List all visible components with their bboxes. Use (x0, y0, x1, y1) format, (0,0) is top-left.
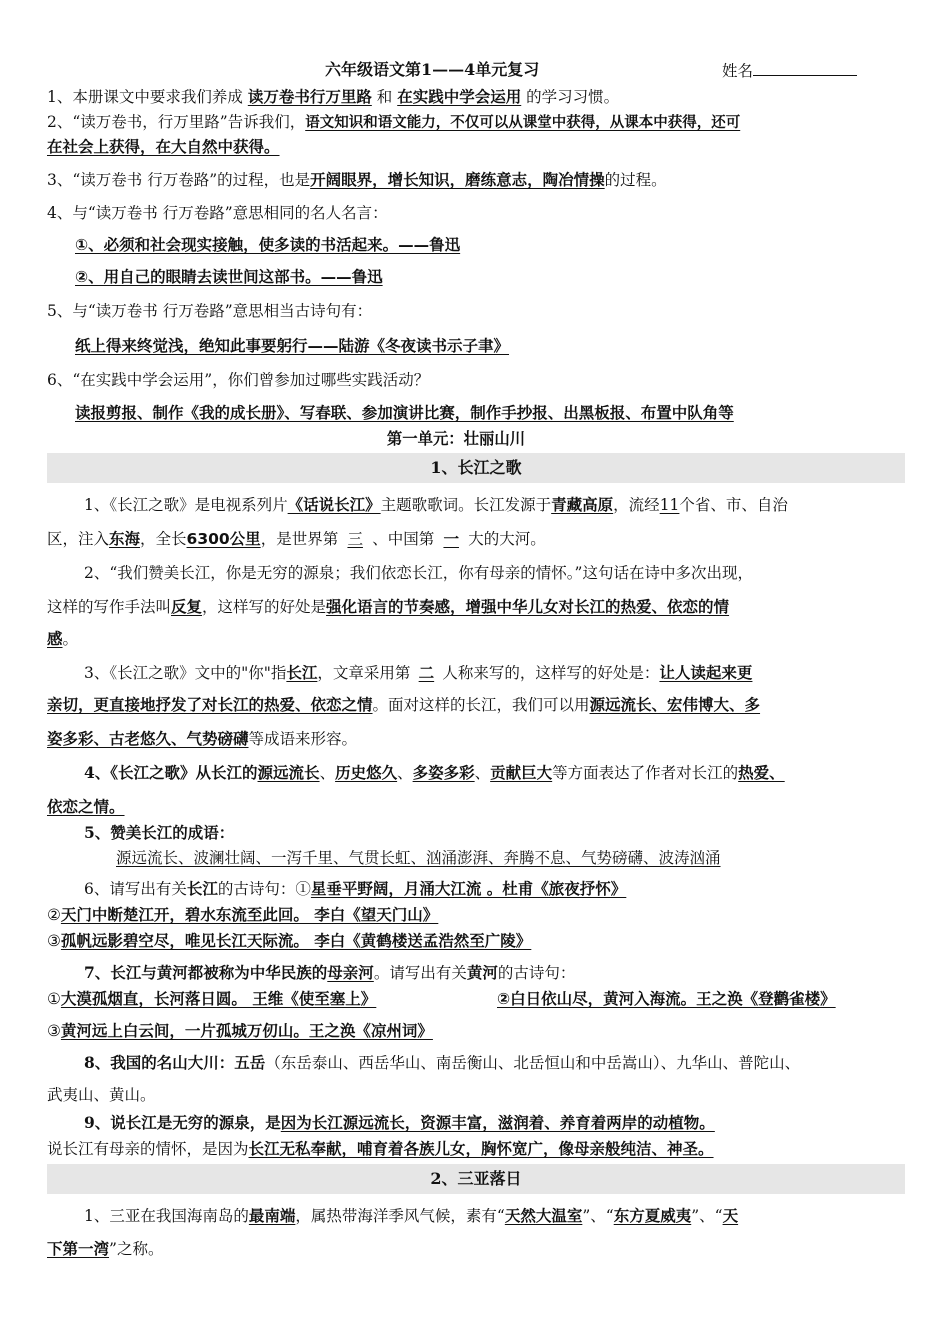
text-fragment: 6、请写出有关 (84, 880, 187, 898)
text-fragment: 贡献巨大 (490, 764, 553, 782)
lesson2-q1 (84, 1205, 738, 1227)
text-fragment: 说长江有母亲的情怀，是因为 (47, 1140, 249, 1158)
review-q4-answer-a: ①、必须和社会现实接触，使多读的书活起来。——鲁迅 (75, 236, 461, 254)
text-fragment: 9、说长江是无穷的源泉，是 (84, 1113, 281, 1132)
text-fragment: 历史悠久 (335, 764, 398, 782)
text-fragment: ③ (47, 1022, 61, 1040)
lesson1-q5: 5、赞美长江的成语： (84, 823, 235, 842)
text-fragment: 这样的写作手法叫 (47, 598, 172, 616)
text-fragment: 4、《长江之歌》从长江的 (84, 763, 258, 782)
text-fragment: 黄河远上白云间，一片孤城万仞山。王之涣《凉州词》 (60, 1022, 433, 1040)
text-fragment: 的古诗句： (497, 964, 576, 982)
text-fragment: 大漠孤烟直，长河落日圆。 王维《使至塞上》 (60, 990, 377, 1008)
lesson1-q7 (84, 962, 575, 984)
text-fragment: 二 (418, 663, 435, 682)
text-fragment: 主题歌歌词。长江发源于 (380, 496, 552, 514)
text-fragment: 等方面表达了作者对长江的 (552, 764, 739, 782)
lesson1-q6 (84, 878, 626, 900)
text-fragment: 《话说长江》 (287, 496, 381, 514)
lesson1-q1 (84, 494, 788, 516)
text-fragment: 源远流长 (257, 764, 320, 782)
lesson1-q1-cont (47, 528, 546, 550)
lesson-title: 2、三亚落日 (430, 1169, 522, 1188)
review-q4: 4、与“读万卷书 行万卷路”意思相同的名人名言： (47, 204, 388, 222)
text-fragment: 、中国第 (372, 530, 435, 548)
text-fragment: 感 (47, 630, 63, 648)
text-fragment: 三 (347, 530, 363, 548)
text-fragment: 青藏高原 (551, 496, 614, 514)
review-q6-answer: 读报剪报、制作《我的成长册》、写春联、参加演讲比赛，制作手抄报、出黑板报、布置中队角等 (75, 404, 734, 422)
text-fragment: 多姿多彩 (412, 764, 475, 782)
lesson1-q2-cont2 (47, 628, 78, 650)
text-fragment: 让人读起来更 (659, 664, 753, 682)
lesson1-q2-cont (47, 596, 729, 618)
review-q5: 5、与“读万卷书 行万卷路”意思相当古诗句有： (47, 302, 373, 320)
text-fragment: 的过程。 (604, 171, 667, 189)
text-fragment: 和 (376, 88, 393, 106)
lesson-title-band (47, 453, 905, 483)
text-fragment: 2、“读万卷书，行万里路”告诉我们， (47, 113, 306, 131)
lesson1-q5-answer: 源远流长、波澜壮阔、一泻千里、气贯长虹、汹涌澎湃、奔腾不息、气势磅礴、波涛汹涌 (116, 849, 721, 867)
text-fragment: 长江 (186, 879, 218, 898)
text-fragment: ③ (47, 932, 61, 950)
text-fragment: 区，注入 (47, 530, 110, 548)
name-field[interactable] (722, 59, 857, 82)
text-fragment: （东岳泰山、西岳华山、南岳衡山、北岳恒山和中岳嵩山）、九华山、普陀山、 (265, 1054, 801, 1072)
review-q6: 6、“在实践中学会运用”，你们曾参加过哪些实践活动？ (47, 371, 430, 389)
text-fragment: 长江无私奉献，哺育着各族儿女，胸怀宽广，像母亲般纯洁、神圣。 (248, 1140, 714, 1158)
text-fragment: 的古诗句：① (217, 880, 311, 898)
lesson1-q3 (84, 662, 752, 684)
text-fragment: 7、长江与黄河都被称为中华民族的 (84, 963, 328, 982)
text-fragment: ，这样写的好处是 (202, 598, 327, 616)
text-fragment: 大的大河。 (468, 530, 546, 548)
review-q5-answer: 纸上得来终觉浅，绝知此事要躬行——陆游《冬夜读书示子聿》 (75, 337, 510, 355)
lesson1-q9-b (47, 1138, 714, 1160)
text-fragment: 。请写出有关 (373, 964, 467, 982)
lesson1-q6-b (47, 904, 438, 926)
text-fragment: ”、“ (691, 1207, 723, 1225)
text-fragment: ① (47, 990, 61, 1008)
text-fragment: 源远流长、宏伟博大、多 (589, 696, 761, 714)
name-label: 姓名 (722, 62, 754, 80)
lesson1-q8 (84, 1052, 800, 1074)
text-fragment: 天门中断楚江开，碧水东流至此回。 李白《望天门山》 (60, 906, 439, 924)
lesson1-q7-b: ②白日依山尽，黄河入海流。王之涣《登鹳雀楼》 (497, 990, 836, 1008)
text-fragment: 1、《长江之歌》是电视系列片 (84, 496, 288, 514)
lesson1-q7-c (47, 1020, 433, 1042)
text-fragment: 强化语言的节奏感，增强中华儿女对长江的热爱、依恋的情 (326, 598, 730, 616)
text-fragment: 1、本册课文中要求我们养成 (47, 88, 243, 106)
text-fragment: 东海 (109, 530, 141, 548)
unit-title: 第一单元：壮丽山川 (386, 429, 526, 448)
text-fragment: 长江 (286, 664, 318, 682)
text-fragment: 3、“读万卷书 行万卷路”的过程，也是 (47, 171, 311, 189)
lesson1-q3-cont2 (47, 728, 357, 750)
review-q3 (47, 169, 667, 191)
text-fragment: 的学习习惯。 (526, 88, 620, 106)
page-title: 六年级语文第1——4单元复习 (325, 60, 540, 79)
text-fragment: 最南端 (248, 1207, 296, 1225)
text-fragment: 1、三亚在我国海南岛的 (84, 1207, 249, 1225)
text-fragment: 。面对这样的长江，我们可以用 (372, 696, 590, 714)
text-fragment: 母亲河 (327, 964, 374, 982)
answer: 在社会上获得，在大自然中获得。 (47, 138, 280, 156)
text-fragment: ，属热带海洋季风气候，素有“ (295, 1207, 505, 1225)
text-fragment: 姿多彩、古老悠久、气势磅礴 (47, 730, 249, 748)
text-fragment: 、 (319, 764, 336, 782)
answer: 开阔眼界，增长知识，磨练意志，陶冶情操 (310, 171, 605, 189)
lesson1-q8-cont: 武夷山、黄山。 (47, 1086, 156, 1104)
review-q1 (47, 86, 619, 108)
text-fragment: 。 (62, 630, 79, 648)
text-fragment: ，是世界第 (260, 530, 339, 548)
lesson-title-band (47, 1164, 905, 1194)
text-fragment: 东方夏威夷 (613, 1207, 692, 1225)
answer: 在实践中学会运用 (397, 88, 522, 106)
review-q2-cont (47, 136, 280, 158)
text-fragment: 等成语来形容。 (248, 730, 358, 748)
lesson1-q3-cont (47, 694, 760, 716)
review-q4-answer-b: ②、用自己的眼睛去读世间这部书。——鲁迅 (75, 268, 383, 286)
text-fragment: 人称来写的，这样写的好处是： (442, 664, 660, 682)
text-fragment: ，流经 (613, 496, 660, 514)
text-fragment: ”之称。 (109, 1240, 164, 1258)
lesson1-q4 (84, 762, 785, 784)
text-fragment: 天 (722, 1207, 739, 1225)
text-fragment: 下第一湾 (47, 1240, 110, 1258)
name-blank[interactable] (753, 59, 857, 76)
review-q2 (47, 111, 740, 134)
text-fragment: 3、《长江之歌》文中的"你"指 (84, 664, 287, 682)
lesson1-q2: 2、“我们赞美长江，你是无穷的源泉；我们依恋长江，你有母亲的情怀。”这句话在诗中多次出现， (84, 564, 753, 582)
text-fragment: 天然大温室 (504, 1207, 583, 1225)
answer: 读万卷书行万里路 (247, 88, 372, 106)
text-fragment: 星垂平野阔，月涌大江流 。杜甫《旅夜抒怀》 (310, 880, 627, 898)
text-fragment: 6300公里 (186, 530, 261, 548)
text-fragment: 黄河 (466, 963, 498, 982)
text-fragment: 因为长江源远流长，资源丰富，滋润着、养育着两岸的动植物。 (280, 1114, 715, 1132)
lesson1-q9 (84, 1112, 715, 1134)
text-fragment: 亲切，更直接地抒发了对长江的热爱、依恋之情 (47, 696, 373, 714)
text-fragment: ，文章采用第 (317, 664, 411, 682)
text-fragment: 孤帆远影碧空尽，唯见长江天际流。 李白《黄鹤楼送孟浩然至广陵》 (60, 932, 532, 950)
text-fragment: 反复 (171, 598, 203, 616)
text-fragment: 、 (474, 764, 491, 782)
text-fragment: ② (47, 906, 61, 924)
lesson-title: 1、长江之歌 (430, 458, 522, 477)
lesson1-q6-c (47, 930, 531, 952)
text-fragment: ，全长 (140, 530, 187, 548)
answer: 语文知识和语文能力，不仅可以从课堂中获得，从课本中获得，还可 (305, 115, 741, 131)
text-fragment: 一 (443, 529, 459, 548)
text-fragment: 11 (659, 496, 680, 514)
text-fragment: 、 (397, 764, 413, 782)
text-fragment: 8、我国的名山大川： (84, 1053, 235, 1072)
lesson1-q4-cont: 依恋之情。 (47, 798, 125, 816)
text-fragment: ”、“ (582, 1207, 614, 1225)
text-fragment: 五岳 (234, 1053, 266, 1072)
text-fragment: 热爱、 (738, 764, 785, 782)
lesson1-q7-a (47, 988, 376, 1010)
lesson2-q1-cont (47, 1238, 163, 1260)
text-fragment: 个省、市、自治 (679, 496, 788, 514)
